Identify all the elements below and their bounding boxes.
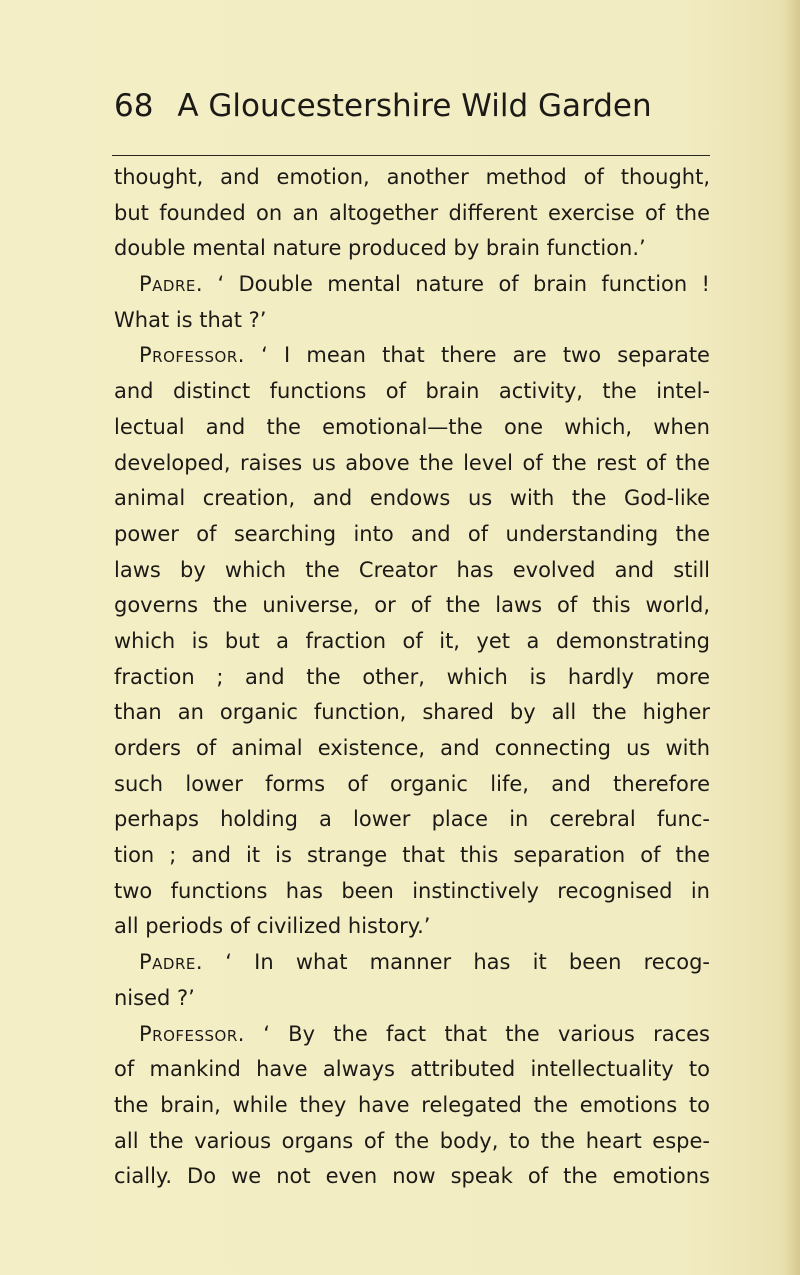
- text-line: and distinct functions of brain activity, the intel-: [114, 379, 710, 404]
- speech-text: ‘ Double mental nature of brain function !: [217, 272, 710, 297]
- page-number: 68: [114, 88, 154, 124]
- text-line: nised ?’: [114, 985, 195, 1010]
- text-line: thought, and emotion, another method of thought,: [114, 165, 710, 189]
- text-line: cially. Do we not even now speak of the emotions: [114, 1164, 710, 1189]
- text-line: fraction ; and the other, which is hardly more: [114, 664, 710, 689]
- header-rule: [112, 155, 710, 156]
- speech-text: ‘ I mean that there are two separate: [261, 343, 710, 368]
- text-line: two functions has been instinctively recognised in: [114, 878, 710, 903]
- speech-text: ‘ By the fact that the various races: [263, 1021, 710, 1046]
- text-line: orders of animal existence, and connecting us with: [114, 736, 710, 760]
- text-line: but founded on an altogether different exercise of the: [114, 200, 710, 225]
- text-line: laws by which the Creator has evolved and still: [114, 557, 710, 582]
- text-line: all periods of civilized history.’: [114, 914, 431, 939]
- speaker-name: Padre.: [139, 272, 204, 297]
- text-line: animal creation, and endows us with the God-like: [114, 486, 710, 511]
- text-line: all the various organs of the body, to the heart espe-: [114, 1128, 710, 1153]
- text-line: which is but a fraction of it, yet a demonstrating: [114, 628, 710, 653]
- body-text: [114, 160, 710, 1195]
- running-header: [114, 88, 714, 124]
- speaker-name: Professor.: [139, 343, 245, 368]
- running-title: A Gloucestershire Wild Garden: [177, 88, 652, 124]
- text-line: perhaps holding a lower place in cerebral func-: [114, 807, 710, 832]
- text-line: What is that ?’: [114, 307, 267, 332]
- dialogue-line: [114, 1017, 710, 1053]
- speaker-name: Padre.: [139, 950, 204, 975]
- text-line: double mental nature produced by brain function.’: [114, 236, 646, 261]
- dialogue-line: [114, 267, 710, 303]
- text-line: power of searching into and of understanding the: [114, 521, 710, 546]
- text-line: governs the universe, or of the laws of this world,: [114, 593, 710, 618]
- text-line: the brain, while they have relegated the emotions to: [114, 1092, 710, 1117]
- text-line: tion ; and it is strange that this separation of the: [114, 843, 710, 868]
- text-line: lectual and the emotional—the one which, when: [114, 414, 710, 439]
- text-line: developed, raises us above the level of the rest of the: [114, 450, 710, 475]
- speech-text: ‘ In what manner has it been recog-: [225, 950, 710, 975]
- text-line: such lower forms of organic life, and therefore: [114, 771, 710, 796]
- dialogue-line: [114, 945, 710, 981]
- text-line: than an organic function, shared by all the higher: [114, 700, 710, 725]
- dialogue-line: [114, 338, 710, 374]
- speaker-name: Professor.: [139, 1021, 245, 1046]
- text-line: of mankind have always attributed intellectuality to: [114, 1057, 710, 1082]
